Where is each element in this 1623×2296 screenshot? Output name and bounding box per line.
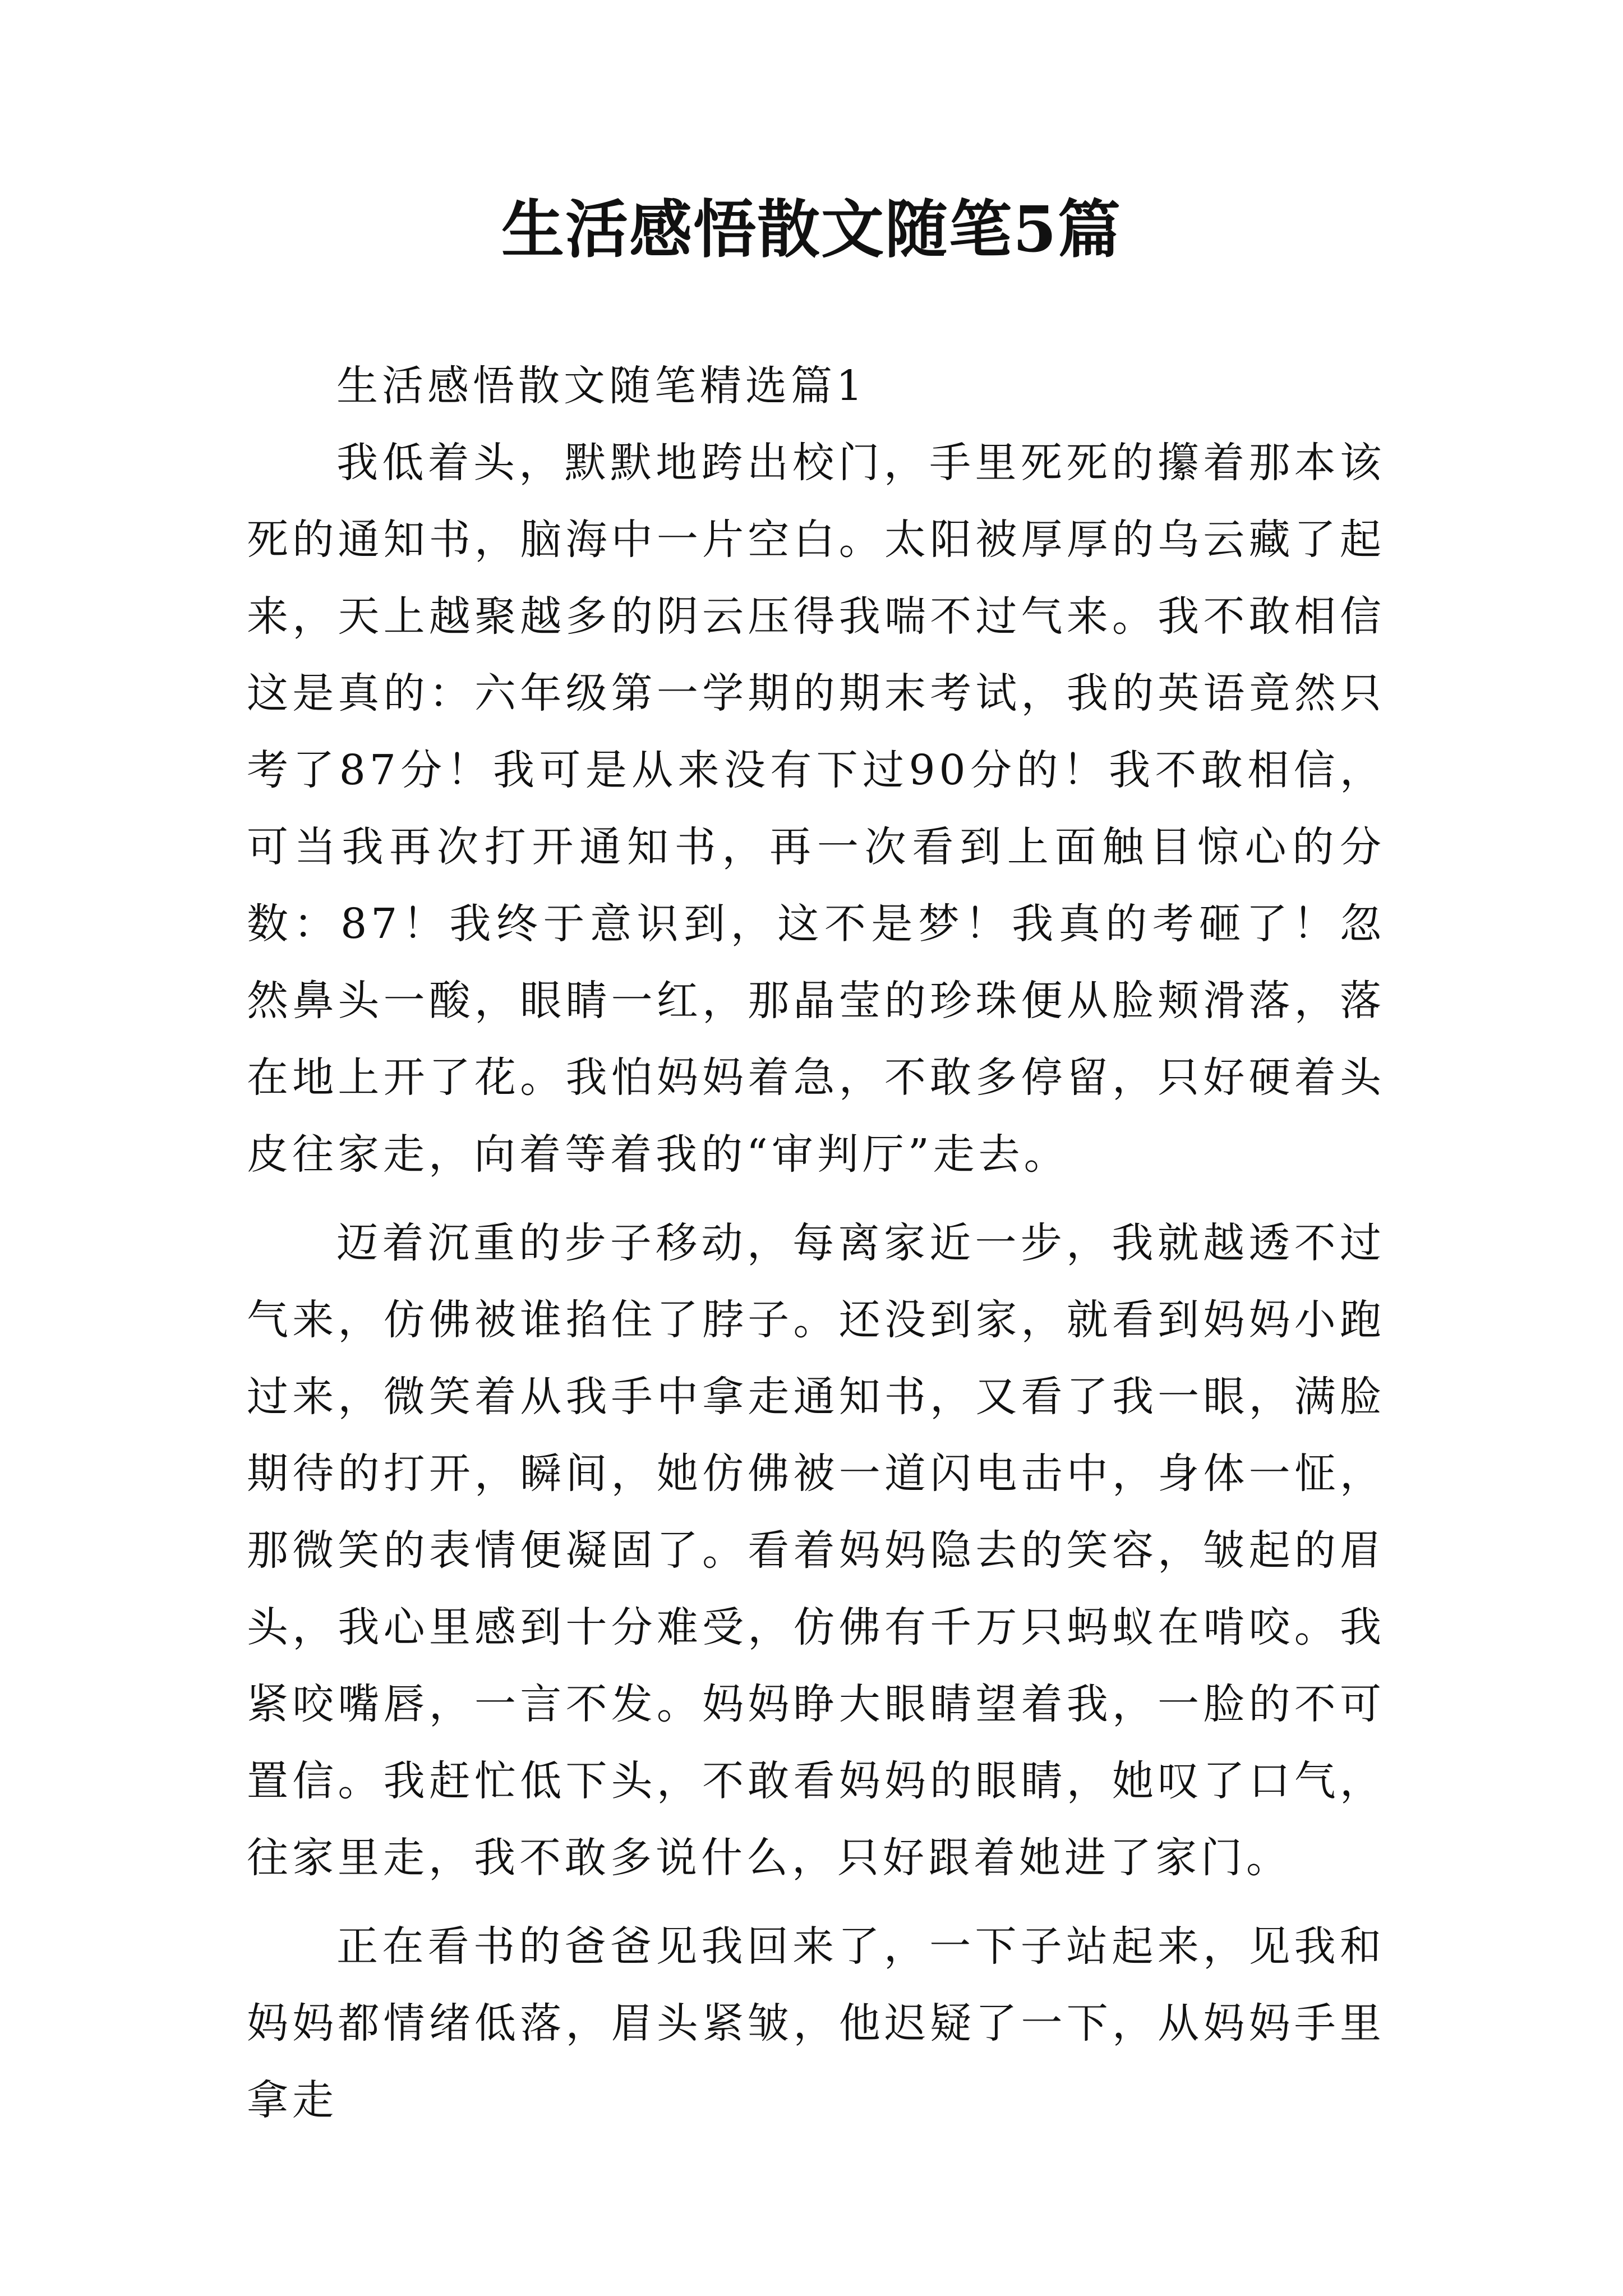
paragraph-1: 我低着头，默默地跨出校门，手里死死的攥着那本该死的通知书，脑海中一片空白。太阳被厚厚的乌云藏了起来，天上越聚越多的阴云压得我喘不过气来。我不敢相信这是真的：六年级第一学期的期末考试，我的英语竟然只考了87分！我可是从来没有下过90分的！我不敢相信，可当我再次打开通知书，再一次看到上面触目惊心的分数：87！我终于意识到，这不是梦！我真的考砸了！忽然鼻头一酸，眼睛一红，那晶莹的珍珠便从脸颊滑落，落在地上开了花。我怕妈妈着急，不敢多停留，只好硬着头皮往家走，向着等着我的“审判厅”走去。 [247, 439, 1385, 1179]
section-subtitle: 生活感悟散文随笔精选篇1 [336, 362, 867, 410]
paragraph-2: 迈着沉重的步子移动，每离家近一步，我就越透不过气来，仿佛被谁掐住了脖子。还没到家，就看到妈妈小跑过来，微笑着从我手中拿走通知书，又看了我一眼，满脸期待的打开，瞬间，她仿佛被一道闪电击中，身体一怔，那微笑的表情便凝固了。看着妈妈隐去的笑容，皱起的眉头，我心里感到十分难受，仿佛有千万只蚂蚁在啃咬。我紧咬嘴唇，一言不发。妈妈睁大眼睛望着我，一脸的不可置信。我赶忙低下头，不敢看妈妈的眼睛，她叹了口气，往家里走，我不敢多说什么，只好跟着她进了家门。 [247, 1219, 1385, 1882]
paragraph-3: 正在看书的爸爸见我回来了，一下子站起来，见我和妈妈都情绪低落，眉头紧皱，他迟疑了一下，从妈妈手里拿走 [247, 1922, 1385, 2124]
document-title: 生活感悟散文随笔5篇 [501, 193, 1122, 266]
document-body [247, 348, 1385, 2151]
